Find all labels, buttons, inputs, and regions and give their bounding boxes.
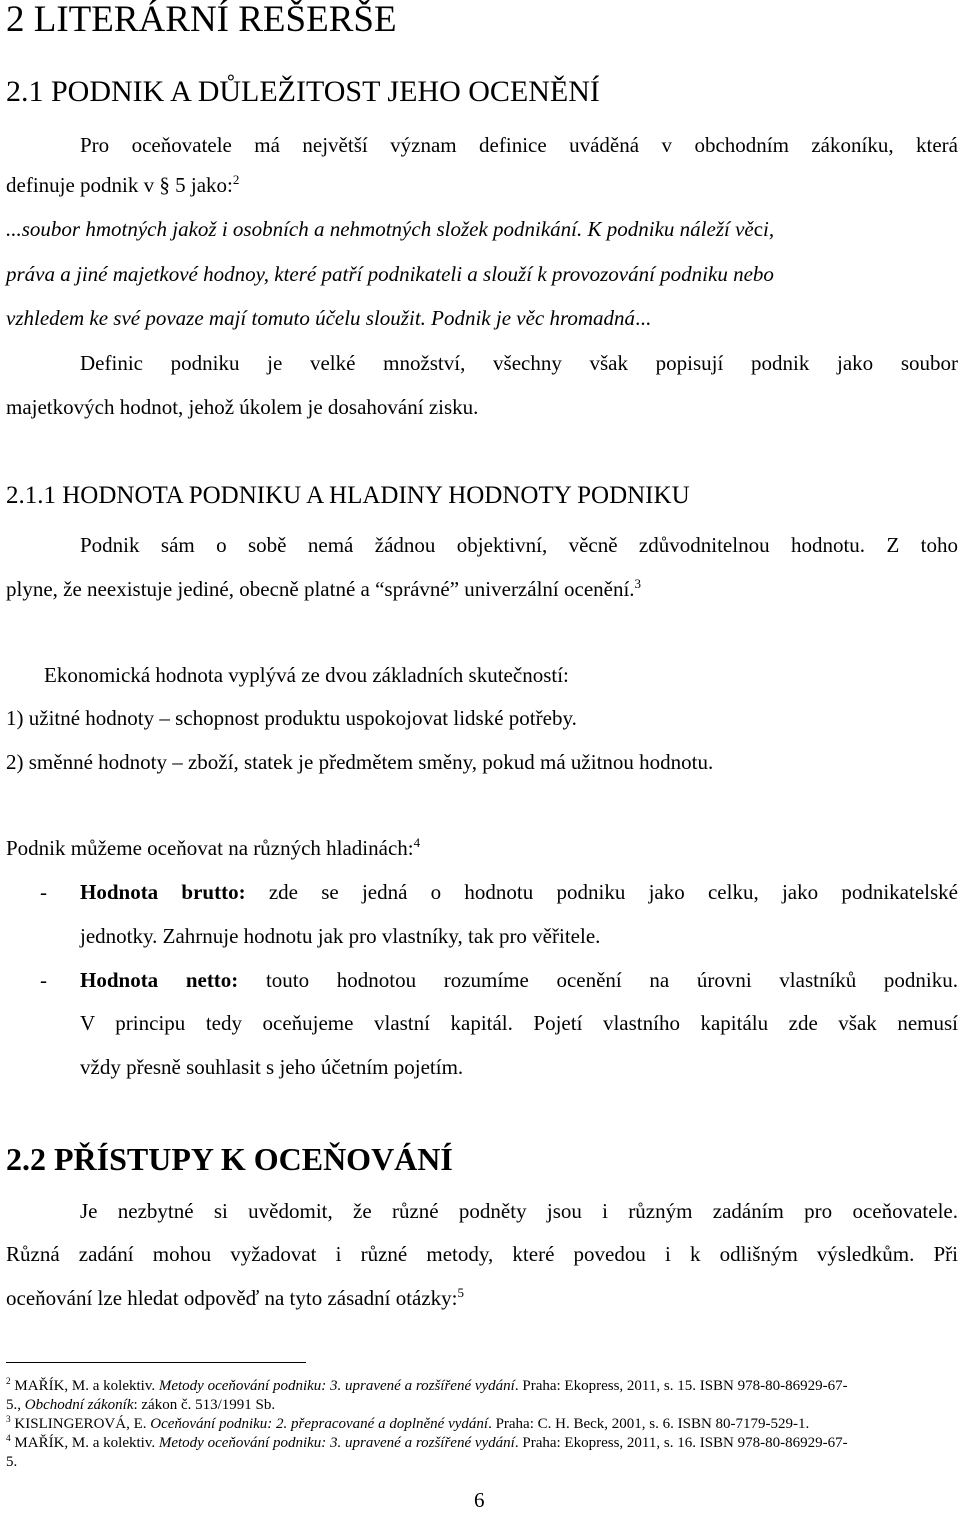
footnote-ref: 2	[232, 172, 240, 187]
list-item: Hodnota netto: touto hodnotou rozumíme ocenění na úrovni vlastníků podniku.	[80, 968, 959, 992]
list-item-continuation: vždy přesně souhlasit s jeho účetním pojetím.	[80, 1055, 464, 1079]
footnote-separator	[6, 1362, 306, 1363]
footnote: $^3$ KISLINGEROVÁ, E. Oceňování podniku: 2. přepracované a doplněné vydání. Praha: C. H. Beck, 2001, s. 6. ISBN 80-7179-529-1.	[6, 1415, 810, 1432]
list-item: Hodnota brutto: zde se jedná o hodnotu podniku jako celku, jako podnikatelské	[80, 880, 958, 904]
section-heading-2-2: 2.2 PŘÍSTUPY K OCEŇOVÁNÍ	[6, 1141, 453, 1177]
paragraph-line: Podnik můžeme oceňovat na různých hladinách:$^4$	[6, 835, 421, 860]
footnote-continuation: 5.	[6, 1454, 18, 1470]
footnote-continuation: 5., Obchodní zákoník: zákon č. 513/1991 Sb.	[6, 1397, 276, 1413]
footnote-ref: 4	[413, 835, 421, 850]
footnote: $^4$ MAŘÍK, M. a kolektiv. Metody oceňování podniku: 3. upravené a rozšířené vydání. Praha: Ekopress, 2011, s. 16. ISBN 978-80-86929-67-	[6, 1434, 848, 1451]
page-number: 6	[474, 1488, 485, 1512]
paragraph-line: Ekonomická hodnota vyplývá ze dvou základních skutečností:	[44, 663, 569, 687]
list-item-continuation: V principu tedy oceňujeme vlastní kapitál. Pojetí vlastního kapitálu zde však nemusí	[80, 1011, 958, 1035]
bullet-dash: -	[40, 968, 47, 992]
quote-line: ...soubor hmotných jakož i osobních a nehmotných složek podnikání. K podniku náleží věci,	[6, 217, 775, 241]
paragraph-line: Pro oceňovatele má největší význam definice uváděná v obchodním zákoníku, která	[80, 133, 958, 157]
paragraph-line: oceňování lze hledat odpověď na tyto zásadní otázky:$^5$	[6, 1285, 465, 1310]
paragraph-line: Je nezbytné si uvědomit, že různé podněty jsou i různým zadáním pro oceňovatele.	[80, 1199, 958, 1223]
quote-line: vzhledem ke své povaze mají tomuto účelu sloužit. Podnik je věc hromadná...	[6, 306, 651, 330]
paragraph-line: plyne, že neexistuje jediné, obecně platné a “správné” univerzální ocenění.$^3$	[6, 576, 642, 601]
subsection-heading-2-1-1: 2.1.1 HODNOTA PODNIKU A HLADINY HODNOTY PODNIKU	[6, 482, 690, 509]
footnote-ref: 3	[634, 576, 642, 591]
footnote-ref: 5	[457, 1285, 465, 1300]
footnote: $^2$ MAŘÍK, M. a kolektiv. Metody oceňování podniku: 3. upravené a rozšířené vydání. Praha: Ekopress, 2011, s. 15. ISBN 978-80-86929-67-	[6, 1377, 848, 1394]
chapter-heading: 2 LITERÁRNÍ REŠERŠE	[6, 0, 397, 40]
list-item: 1) užitné hodnoty – schopnost produktu uspokojovat lidské potřeby.	[6, 706, 577, 730]
paragraph-line: Podnik sám o sobě nemá žádnou objektivní, věcně zdůvodnitelnou hodnotu. Z toho	[80, 533, 958, 557]
paragraph-line: Různá zadání mohou vyžadovat i různé metody, které povedou i k odlišným výsledkům. Při	[6, 1242, 958, 1266]
paragraph-line: Definic podniku je velké množství, všechny však popisují podnik jako soubor	[80, 351, 958, 375]
paragraph-line: majetkových hodnot, jehož úkolem je dosahování zisku.	[6, 395, 479, 419]
list-item-continuation: jednotky. Zahrnuje hodnotu jak pro vlastníky, tak pro věřitele.	[80, 924, 601, 948]
bullet-dash: -	[40, 880, 47, 904]
paragraph-line: definuje podnik v § 5 jako:$^2$	[6, 172, 240, 197]
section-heading-2-1: 2.1 PODNIK A DŮLEŽITOST JEHO OCENĚNÍ	[6, 75, 600, 108]
quote-line: práva a jiné majetkové hodnoy, které patří podnikateli a slouží k provozování podniku nebo	[6, 262, 774, 286]
list-item: 2) směnné hodnoty – zboží, statek je předmětem směny, pokud má užitnou hodnotu.	[6, 750, 714, 774]
